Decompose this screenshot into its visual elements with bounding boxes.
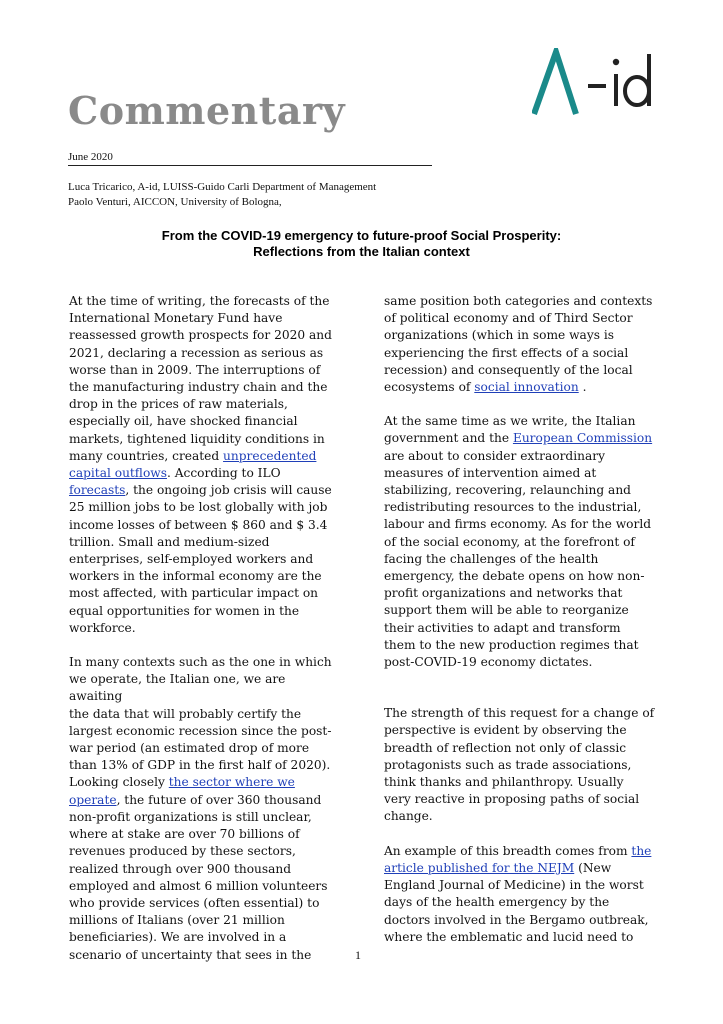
paragraph	[384, 413, 657, 671]
paragraph-text: An example of this breadth comes from	[384, 843, 632, 858]
left-column	[69, 293, 342, 981]
paragraph-text: , the ongoing job crisis will cause 25 million jobs to be lost globally with job income losses of between $ 860 and $ 3.4 trillion. Small and medium-sized enterprises, self-employed workers and workers in the informal economy are the most affected, with particular impact on equal opportunities for women in the workforce.	[69, 483, 332, 635]
link-nejm-article[interactable]: the article published for the NEJM	[384, 843, 652, 875]
paragraph	[384, 293, 657, 396]
paragraph-text: , the future of over 360 thousand non-profit organizations is still unclear, where at stake are over 70 billions of revenues produced by these sectors, realized through over 900 thousand employed and almost 6 million volunteers who provide services (often essential) to millions of Italians (over 21 million beneficiaries). We are involved in a scenario of uncertainty that sees in the	[69, 792, 328, 962]
link-social-innovation[interactable]: social innovation	[474, 380, 579, 395]
paragraph	[69, 654, 342, 964]
link-sector-where-we-operate[interactable]: the sector where we operate	[69, 775, 295, 807]
paragraph-text: are about to consider extraordinary measures of intervention aimed at stabilizing, recovering, relaunching and redistributing resources to the industrial, labour and firms economy. As for the world of the social economy, at the forefront of facing the challenges of the health emergency, the debate opens on how non- profit organizations and networks that support them will be able to reorganize their activities to adapt and transform them to the new production regimes that post-COVID-19 economy dictates.	[384, 448, 652, 670]
publication-date: June 2020	[68, 151, 113, 163]
link-european-commission[interactable]: European Commission	[512, 431, 653, 446]
paragraph-text: (New England Journal of Medicine) in the worst days of the health emergency by the doctors involved in the Bergamo outbreak, where the emblematic and lucid need to	[384, 860, 649, 944]
paragraph-text: At the time of writing, the forecasts of the International Monetary Fund have reassessed growth prospects for 2020 and 2021, declaring a recession as serious as worse than in 2009. The interruptions of the manufacturing industry chain and the drop in the prices of raw materials, especially oil, have shocked financial markets, tightened liquidity conditions in many countries, created	[69, 294, 332, 463]
header-divider	[68, 165, 432, 166]
paragraph	[384, 843, 657, 946]
right-column	[384, 293, 657, 963]
author-line: Paolo Venturi, AICCON, University of Bologna,	[68, 196, 282, 208]
author-line: Luca Tricarico, A-id, LUISS-Guido Carli Department of Management	[68, 181, 377, 193]
heading-line-1: From the COVID-19 emergency to future-proof Social Prosperity:	[161, 228, 562, 243]
page-title: Commentary	[68, 88, 346, 133]
page-number: 1	[355, 948, 361, 962]
paragraph-text: same position both categories and contexts of political economy and of Third Sector organizations (which in some ways is experiencing the first effects of a social recession) and consequently of the local ecosystems of	[384, 294, 653, 395]
article-heading	[100, 228, 623, 260]
link-ilo-forecasts[interactable]: forecasts	[69, 483, 126, 498]
paragraph-text: .	[578, 380, 587, 395]
paragraph	[69, 293, 342, 637]
author-list	[68, 180, 376, 210]
aid-logo	[532, 48, 662, 118]
paragraph-text: . According to ILO	[166, 466, 281, 481]
paragraph-text: In many contexts such as the one in which we operate, the Italian one, we are awaiting the data that will probably certify the largest economic recession since the post- war period (an estimated drop of more than 13% of GDP in the first half of 2020). Looking closely	[69, 655, 332, 790]
paragraph: The strength of this request for a change of perspective is evident by observing the breadth of reflection not only of classic protagonists such as trade associations, think thanks and philanthropy. Usually very reactive in proposing paths of social change.	[384, 706, 655, 824]
paragraph-text: At the same time as we write, the Italian government and the	[384, 414, 636, 446]
aid-logo-graphic	[532, 48, 662, 118]
heading-line-2: Reflections from the Italian context	[253, 244, 470, 259]
link-unprecedented-capital-outflows[interactable]: unprecedented capital outflows	[69, 448, 317, 481]
